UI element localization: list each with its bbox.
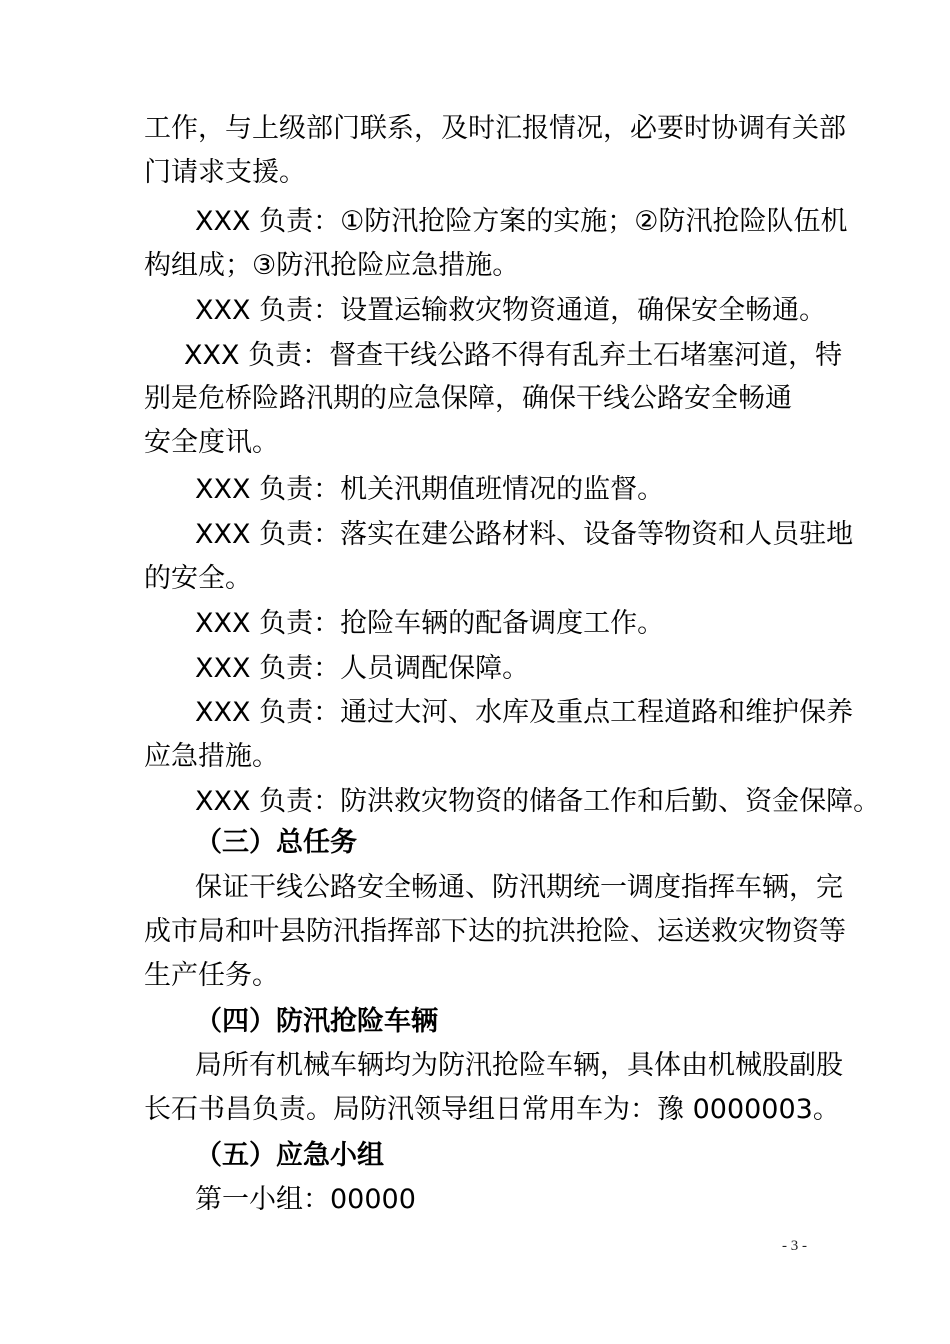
body-line: 应急措施。 xyxy=(144,741,279,772)
body-line: 构组成；③防汛抢险应急措施。 xyxy=(144,250,520,281)
section-heading: （五）应急小组 xyxy=(195,1140,384,1171)
body-line: 成市局和叶县防汛指挥部下达的抗洪抢险、运送救灾物资等 xyxy=(144,916,846,947)
body-line: 局所有机械车辆均为防汛抢险车辆，具体由机械股副股 xyxy=(195,1050,843,1081)
body-line: 别是危桥险路汛期的应急保障，确保干线公路安全畅通 xyxy=(144,383,792,414)
page-number: - 3 - xyxy=(782,1238,807,1254)
section-heading: （三）总任务 xyxy=(195,827,357,858)
body-line: XXX 负责：督查干线公路不得有乱弃土石堵塞河道，特 xyxy=(184,340,843,371)
body-line: 第一小组：00000 xyxy=(195,1184,416,1215)
body-line: XXX 负责：通过大河、水库及重点工程道路和维护保养 xyxy=(195,697,854,728)
body-line: XXX 负责：抢险车辆的配备调度工作。 xyxy=(195,608,665,639)
body-line: XXX 负责：人员调配保障。 xyxy=(195,653,530,684)
body-line: 长石书昌负责。局防汛领导组日常用车为：豫 0000003。 xyxy=(144,1094,840,1125)
body-line: 门请求支援。 xyxy=(144,157,306,188)
body-line: 工作，与上级部门联系，及时汇报情况，必要时协调有关部 xyxy=(144,113,846,144)
body-line: XXX 负责：①防汛抢险方案的实施；②防汛抢险队伍机 xyxy=(195,206,848,237)
body-line: 安全度讯。 xyxy=(144,427,279,458)
body-line: XXX 负责：防洪救灾物资的储备工作和后勤、资金保障。 xyxy=(195,786,881,817)
body-line: XXX 负责：落实在建公路材料、设备等物资和人员驻地 xyxy=(195,519,854,550)
body-line: XXX 负责：设置运输救灾物资通道，确保安全畅通。 xyxy=(195,295,827,326)
section-heading: （四）防汛抢险车辆 xyxy=(195,1006,438,1037)
body-line: XXX 负责：机关汛期值班情况的监督。 xyxy=(195,474,665,505)
body-line: 生产任务。 xyxy=(144,960,279,991)
body-line: 的安全。 xyxy=(144,563,252,594)
body-line: 保证干线公路安全畅通、防汛期统一调度指挥车辆，完 xyxy=(195,872,843,903)
